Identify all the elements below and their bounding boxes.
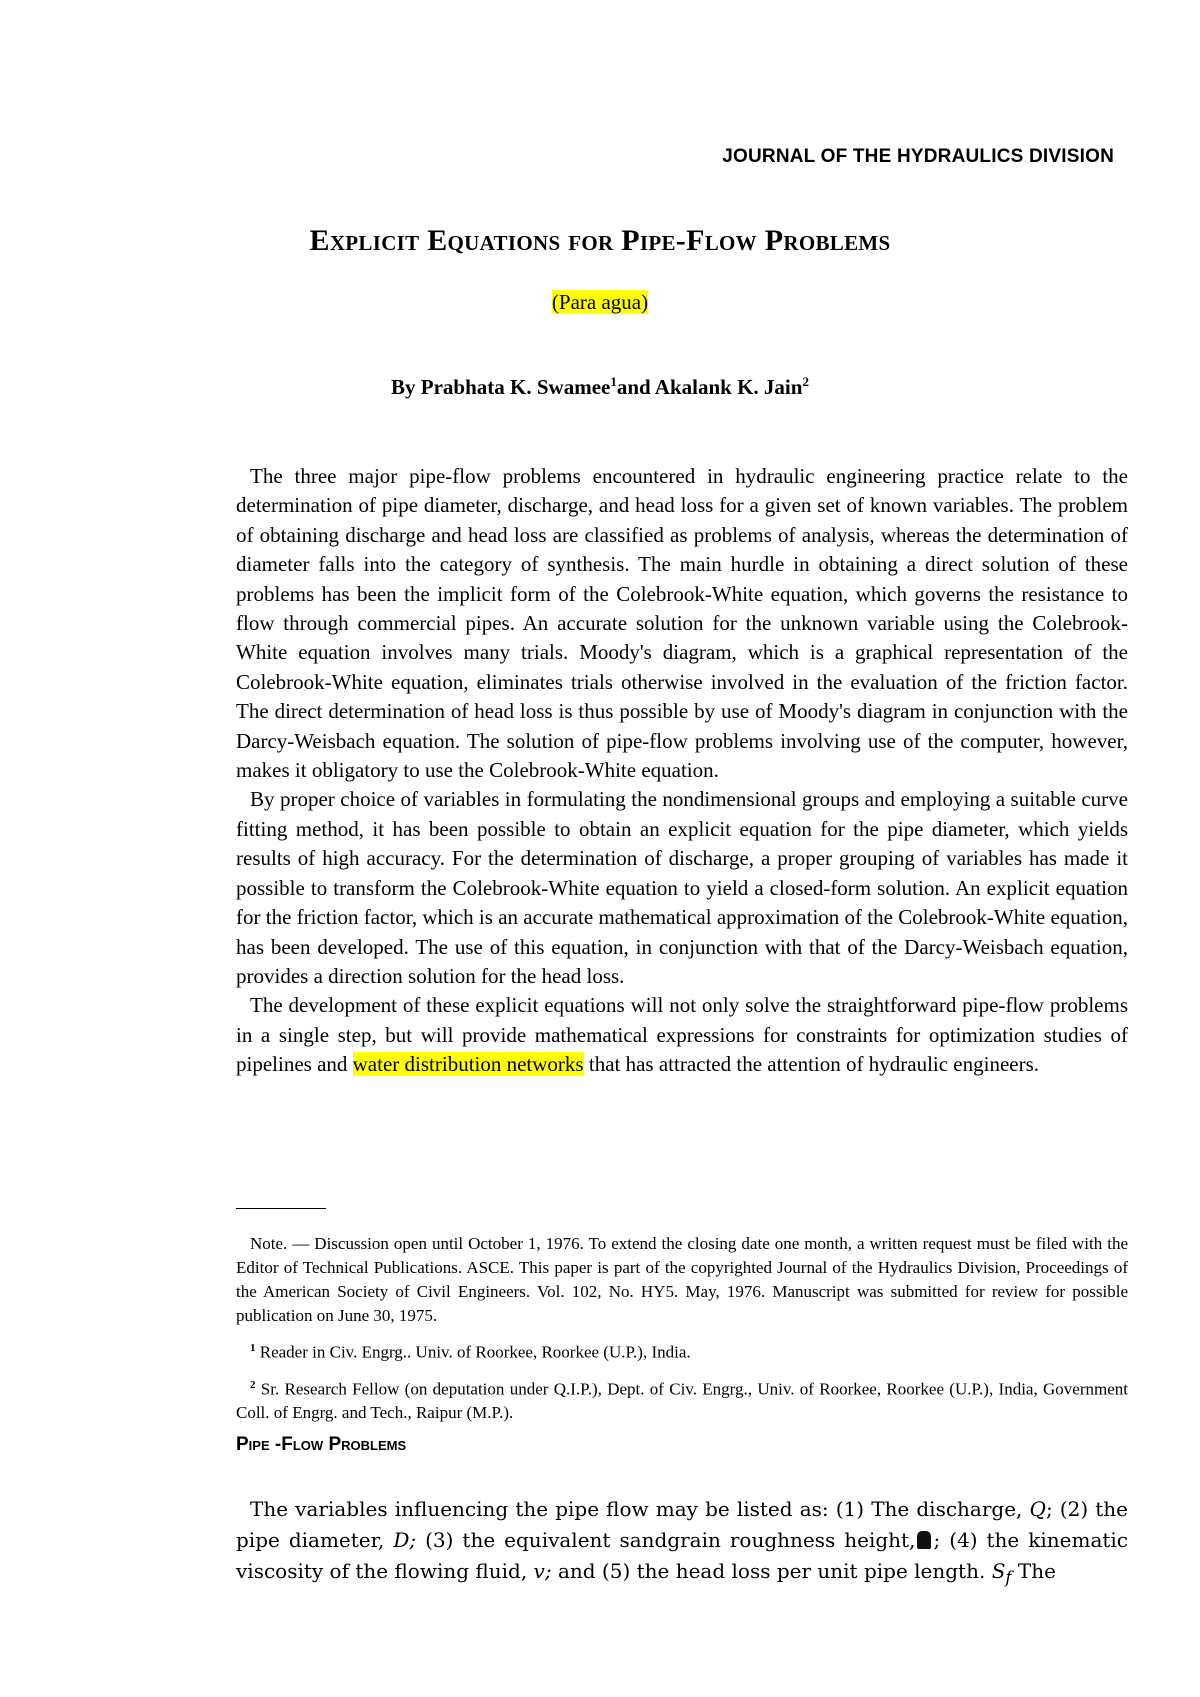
paragraph-2: By proper choice of variables in formulating the nondimensional groups and employing a suitable curve fitting method, it has been possible to obtain an explicit equation for the pipe diameter, which yields results of high accuracy. For the determination of discharge, a proper grouping of variables has made it possible to transform the Colebrook-White equation to yield a closed-form solution. An explicit equation for the friction factor, which is an accurate mathematical approximation of the Colebrook-White equation, has been developed. The use of this equation, in conjunction with that of the Darcy-Weisbach equation, provides a direction solution for the head loss.	[236, 787, 1128, 988]
author-2-mark: 2	[802, 374, 809, 389]
roughness-symbol-icon	[917, 1531, 931, 1549]
footnote-separator	[236, 1208, 326, 1209]
authors-line	[0, 374, 1200, 400]
section-body	[236, 1494, 1128, 1593]
highlighted-phrase: water distribution networks	[352, 1052, 584, 1077]
footnote-2-mark: 2	[250, 1378, 256, 1391]
section-heading: Pipe -Flow Problems	[236, 1434, 407, 1455]
var-diameter: D;	[393, 1528, 417, 1552]
footnote-2-text: Sr. Research Fellow (on deputation under Q.I.P.), Dept. of Civ. Engrg., Univ. of Roorkee, Roorkee (U.P.), India, Government Coll. of Engrg. and Tech., Raipur (M.P.).	[236, 1379, 1128, 1423]
footnote-1-mark: 1	[250, 1342, 256, 1354]
paper-title: Explicit Equations for Pipe-Flow Problems	[309, 224, 891, 257]
footnote-1	[236, 1336, 1128, 1365]
subtitle-highlight: (Para agua)	[551, 290, 649, 314]
var-head-loss-symbol: S	[991, 1559, 1006, 1583]
paragraph-3-end: that has attracted the attention of hydraulic engineers.	[583, 1052, 1040, 1077]
author-1-mark: 1	[610, 374, 617, 389]
section-text-a: The variables influencing the pipe flow may be listed as: (1) The discharge,	[250, 1497, 1030, 1521]
section-text-c: (3) the equivalent sandgrain roughness height,	[416, 1528, 916, 1552]
footnote-1-text: Reader in Civ. Engrg.. Univ. of Roorkee, Roorkee (U.P.), India.	[255, 1342, 691, 1362]
section-text-d: ; (4) the kinematic viscosity of the flowing fluid,	[236, 1528, 1129, 1583]
body-text	[236, 462, 1128, 1080]
section-text-b: ; (2) the pipe diameter,	[236, 1497, 1129, 1552]
author-2: and Akalank K. Jain	[616, 375, 803, 399]
var-viscosity: v;	[533, 1559, 552, 1583]
paragraph-1: The three major pipe-flow problems encountered in hydraulic engineering practice relate to the determination of pipe diameter, discharge, and head loss for a given set of known variables. The problem of obtaining discharge and head loss are classified as problems of analysis, whereas the determination of diameter falls into the category of synthesis. The main hurdle in obtaining a direct solution of these problems has been the implicit form of the Colebrook-White equation, which governs the resistance to flow through commercial pipes. An accurate solution for the unknown variable using the Colebrook-White equation involves many trials. Moody's diagram, which is a graphical representation of the Colebrook-White equation, eliminates trials otherwise involved in the evaluation of the friction factor. The direct determination of head loss is thus possible by use of Moody's diagram in conjunction with the Darcy-Weisbach equation. The solution of pipe-flow problems involving use of the computer, however, makes it obligatory to use the Colebrook-White equation.	[236, 464, 1128, 783]
var-head-loss-sub: f	[1005, 1568, 1012, 1587]
author-1: By Prabhata K. Swamee	[391, 375, 611, 399]
section-paragraph	[236, 1494, 1128, 1593]
subtitle	[0, 290, 1200, 315]
paragraph-3-start: The development of these explicit equations will not only solve the straightforward pipe-flow problems in a single step, but will provide mathematical expressions for constraints for optimization studies of pipelines and	[236, 993, 1128, 1077]
section-text-e: and (5) the head loss per unit pipe length.	[551, 1559, 992, 1583]
var-head-loss	[991, 1559, 1012, 1587]
footnote-note: Note. — Discussion open until October 1, 1976. To extend the closing date one month, a written request must be filed with the Editor of Technical Publications. ASCE. This paper is part of the copyrighted Journal of the Hydraulics Division, Proceedings of the American Society of Civil Engineers. Vol. 102, No. HY5. May, 1976. Manuscript was submitted for review for possible publication on June 30, 1975.	[236, 1234, 1128, 1325]
footnote-2	[236, 1373, 1128, 1426]
journal-header: JOURNAL OF THE HYDRAULICS DIVISION	[722, 146, 1114, 167]
footnotes	[236, 1232, 1128, 1433]
var-discharge: Q	[1029, 1497, 1046, 1521]
section-text-f: The	[1011, 1559, 1056, 1583]
paragraph-3	[236, 991, 1128, 1079]
